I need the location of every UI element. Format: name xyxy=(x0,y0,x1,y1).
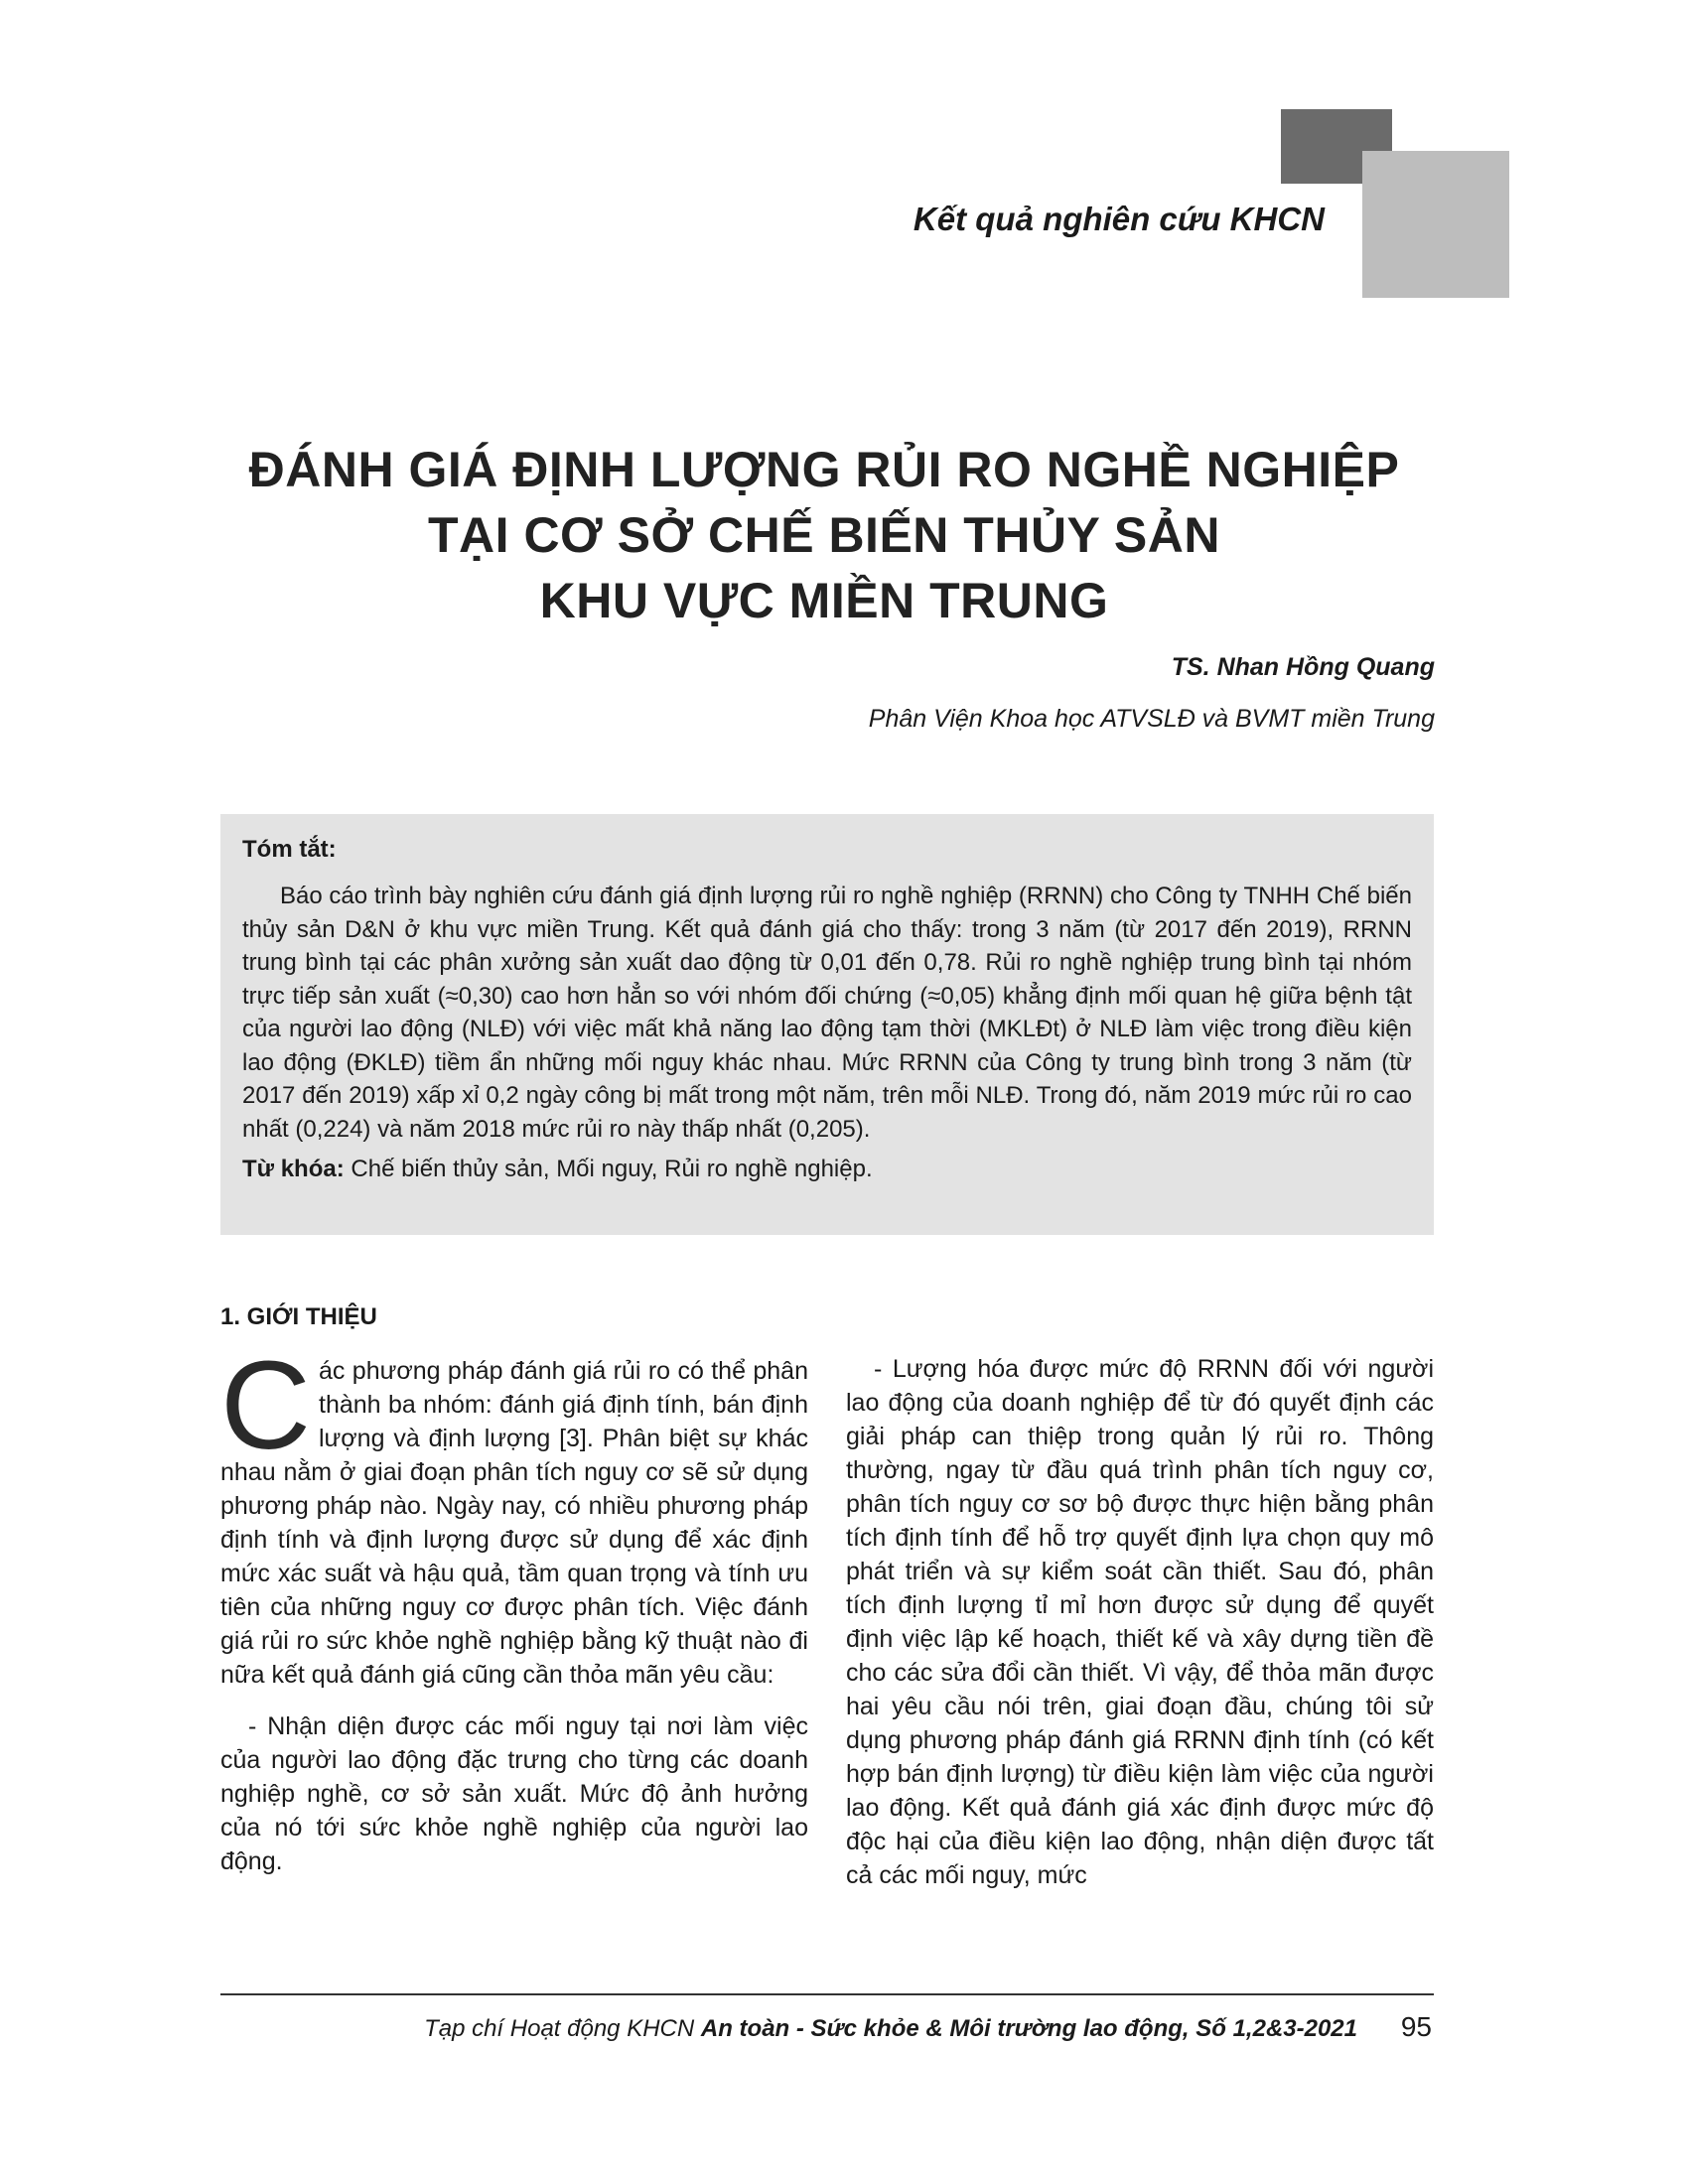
article-title xyxy=(199,437,1450,633)
author-name: TS. Nhan Hồng Quang xyxy=(1171,653,1435,681)
section-heading: 1. GIỚI THIỆU xyxy=(220,1303,377,1330)
keywords-label: Từ khóa: xyxy=(242,1156,345,1182)
drop-cap: C xyxy=(220,1335,311,1475)
intro-paragraph-text: ác phương pháp đánh giá rủi ro có thể phân thành ba nhóm: đánh giá định tính, bán định lượng và định lượng [3]. Phân biệt sự khác nhau nằm ở giai đoạn phân tích nguy cơ sẽ sử dụng phương pháp nào. Ngày nay, có nhiều phương pháp định tính và định lượng được sử dụng để xác định mức xác suất và hậu quả, tầm quan trọng và tính ưu tiên của những nguy cơ được phân tích. Việc đánh giá rủi ro sức khỏe nghề nghiệp bằng kỹ thuật nào đi nữa kết quả đánh giá cũng cần thỏa mãn yêu cầu: xyxy=(220,1357,808,1689)
intro-paragraph xyxy=(220,1335,808,1692)
section-tag: Kết quả nghiên cứu KHCN xyxy=(913,201,1325,237)
footer-rule xyxy=(220,1993,1434,1995)
title-line-3: KHU VỰC MIỀN TRUNG xyxy=(539,573,1109,628)
abstract-box xyxy=(220,814,1434,1235)
author-affiliation: Phân Viện Khoa học ATVSLĐ và BVMT miền Trung xyxy=(868,705,1435,733)
requirement-paragraph-1: - Nhận diện được các mối nguy tại nơi làm việc của người lao động đặc trưng cho từng các doanh nghiệp nghề, cơ sở sản xuất. Mức độ ảnh hưởng của nó tới sức khỏe nghề nghiệp của người lao động. xyxy=(220,1712,808,1875)
page-number: 95 xyxy=(1400,2011,1432,2042)
right-column xyxy=(846,1352,1434,1892)
abstract-text: Báo cáo trình bày nghiên cứu đánh giá định lượng rủi ro nghề nghiệp (RRNN) cho Công ty TNHH Chế biến thủy sản D&N ở khu vực miền Trung. Kết quả đánh giá cho thấy: trong 3 năm (từ 2017 đến 2019), RRNN trung bình tại các phân xưởng sản xuất dao động từ 0,01 đến 0,78. Rủi ro nghề nghiệp trung bình tại nhóm trực tiếp sản xuất (≈0,30) cao hơn hẳn so với nhóm đối chứng (≈0,05) khẳng định mối quan hệ giữa bệnh tật của người lao động (NLĐ) với việc mất khả năng lao động tạm thời (MKLĐt) ở NLĐ làm việc trong điều kiện lao động (ĐKLĐ) tiềm ẩn những mối nguy khác nhau. Mức RRNN của Công ty trung bình trong 3 năm (từ 2017 đến 2019) xấp xỉ 0,2 ngày công bị mất trong một năm, trên mỗi NLĐ. Trong đó, năm 2019 mức rủi ro cao nhất (0,224) và năm 2018 mức rủi ro này thấp nhất (0,205). xyxy=(242,883,1412,1143)
header-decoration-light xyxy=(1362,151,1509,298)
abstract-heading: Tóm tắt: xyxy=(242,836,337,863)
requirement-paragraph-2: - Lượng hóa được mức độ RRNN đối với người lao động của doanh nghiệp để từ đó quyết định các giải pháp can thiệp trong quản lý rủi ro. Thông thường, ngay từ đầu quá trình phân tích nguy cơ, phân tích nguy cơ sơ bộ được thực hiện bằng phân tích định tính để hỗ trợ quyết định lựa chọn quy mô phát triển và sự kiểm soát cần thiết. Sau đó, phân tích định lượng tỉ mỉ hơn được sử dụng để quyết định việc lập kế hoạch, thiết kế và xây dựng tiền đề cho các sửa đổi cần thiết. Vì vậy, để thỏa mãn được hai yêu cầu nói trên, giai đoạn đầu, chúng tôi sử dụng phương pháp đánh giá RRNN định tính (có kết hợp bán định lượng) từ điều kiện làm việc của người lao động. Kết quả đánh giá xác định được mức độ độc hại của điều kiện lao động, nhận diện được tất cả các mối nguy, mức xyxy=(846,1355,1434,1889)
keywords xyxy=(242,1156,1412,1183)
title-line-2: TẠI CƠ SỞ CHẾ BIẾN THỦY SẢN xyxy=(428,507,1220,563)
keywords-text: Chế biến thủy sản, Mối nguy, Rủi ro nghề nghiệp. xyxy=(351,1156,873,1182)
title-line-1: ĐÁNH GIÁ ĐỊNH LƯỢNG RỦI RO NGHỀ NGHIỆP xyxy=(248,442,1400,497)
footer-journal xyxy=(424,2015,1357,2043)
journal-name: An toàn - Sức khỏe & Môi trường lao động, Số 1,2&3-2021 xyxy=(700,2015,1357,2042)
left-column xyxy=(220,1300,808,1878)
journal-prefix: Tạp chí Hoạt động KHCN xyxy=(424,2015,701,2042)
